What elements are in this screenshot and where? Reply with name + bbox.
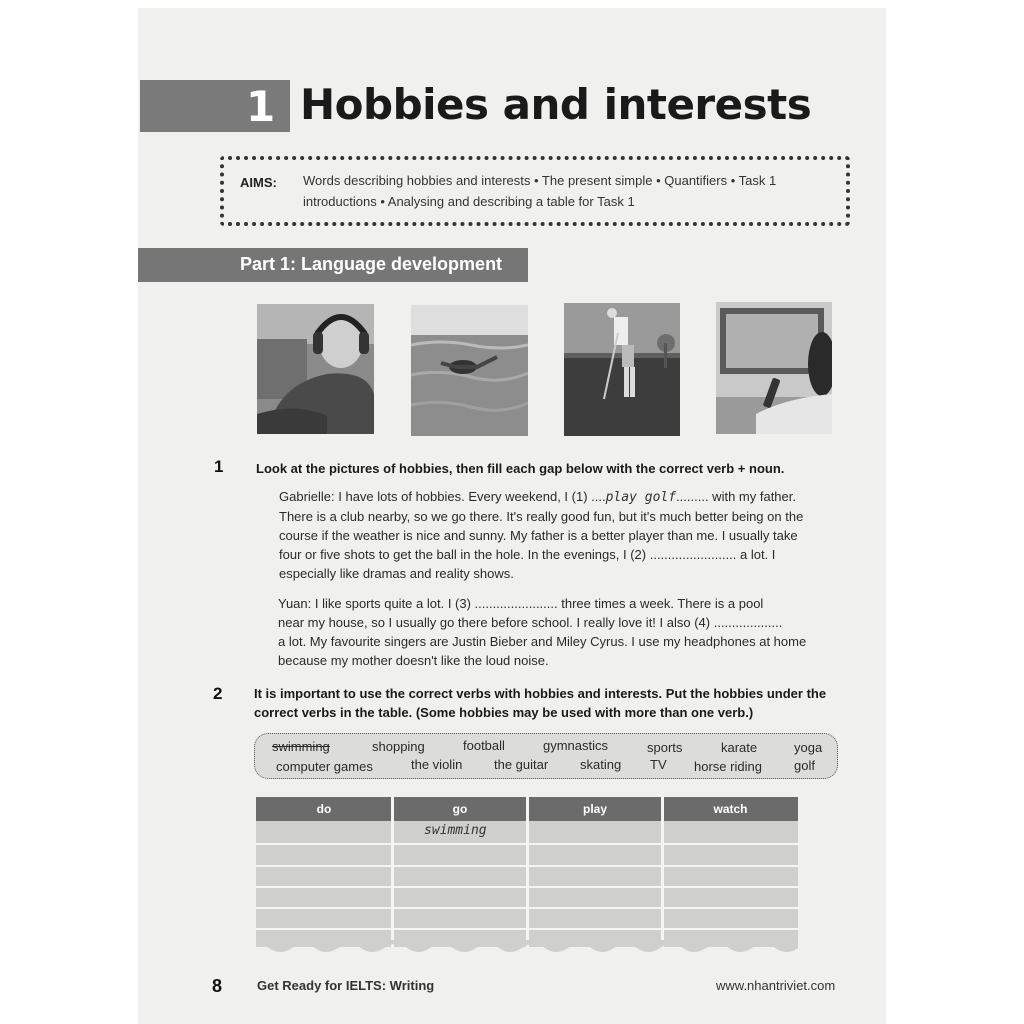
table-header-go: go [393,797,527,821]
word-swimming: swimming [272,739,330,754]
exercise-2-instruction-line-2: correct verbs in the table. (Some hobbies may be used with more than one verb.) [254,705,754,720]
word-tv: TV [650,757,667,772]
word-skating: skating [580,757,622,772]
unit-number: 1 [246,82,276,131]
word-sports: sports [647,740,683,755]
website-url: www.nhantriviet.com [716,978,836,993]
word-the-guitar: the guitar [494,757,549,772]
gabrielle-line-1-start: Gabrielle: I have lots of hobbies. Every weekend, I (1) .... [279,489,606,504]
word-football: football [463,738,505,753]
table-header-do: do [256,797,392,821]
aims-label: AIMS: [240,175,277,190]
gabrielle-line-3: course if the weather is nice and sunny. My father is a better player than me. I usually take [279,528,798,543]
aims-line-2: introductions • Analysing and describing a table for Task 1 [303,194,635,209]
gabrielle-line-5: especially like dramas and reality shows. [279,566,514,581]
answer-1-handwritten: play golf [605,490,677,505]
aims-line-1: Words describing hobbies and interests • The present simple • Quantifiers • Task 1 [303,173,777,188]
yuan-line-1: Yuan: I like sports quite a lot. I (3) ....................... three times a week. There is a pool [278,596,764,611]
word-gymnastics: gymnastics [543,738,609,753]
golf-photo [564,303,680,436]
table-column-divider [391,797,394,947]
exercise-2-instruction-line-1: It is important to use the correct verbs with hobbies and interests. Put the hobbies under the [254,686,827,701]
book-title: Get Ready for IELTS: Writing [257,978,435,993]
part-title: Part 1: Language development [240,254,503,274]
exercise-1-number: 1 [214,457,224,476]
table-column-divider [526,797,529,947]
exercise-2-instruction [254,684,826,722]
word-the-violin: the violin [411,757,463,772]
yuan-paragraph [278,594,848,670]
tv-photo [716,302,832,434]
word-karate: karate [721,740,758,755]
yuan-line-3: a lot. My favourite singers are Justin Bieber and Miley Cyrus. I use my headphones at home [278,634,807,649]
yuan-line-4: because my mother doesn't like the loud noise. [278,653,549,668]
word-shopping: shopping [372,739,425,754]
unit-title: Hobbies and interests [300,80,812,129]
exercise-1-instruction: Look at the pictures of hobbies, then fill each gap below with the correct verb + noun. [256,461,785,476]
table-wavy-edge [256,940,798,958]
word-golf: golf [794,758,815,773]
gabrielle-paragraph [279,487,849,583]
gabrielle-line-4: four or five shots to get the ball in the hole. In the evenings, I (2) ........................ a lot. I [279,547,776,562]
page-number: 8 [212,976,223,996]
word-horse-riding: horse riding [694,759,762,774]
exercise-2-number: 2 [213,684,223,703]
aims-text [303,170,823,212]
table-header-play: play [528,797,662,821]
swimming-photo [411,305,528,436]
headphones-photo [257,304,374,434]
table-column-divider [661,797,664,947]
table-entry-handwritten: swimming [424,823,487,838]
gabrielle-line-2: There is a club nearby, so we go there. It's really good fun, but it's much better being on the [279,509,804,524]
yuan-line-2: near my house, so I usually go there before school. I really love it! I also (4) ................... [278,615,783,630]
word-yoga: yoga [794,740,823,755]
table-header-watch: watch [663,797,798,821]
gabrielle-line-1-end: ......... with my father. [676,489,796,504]
word-computer-games: computer games [276,759,373,774]
